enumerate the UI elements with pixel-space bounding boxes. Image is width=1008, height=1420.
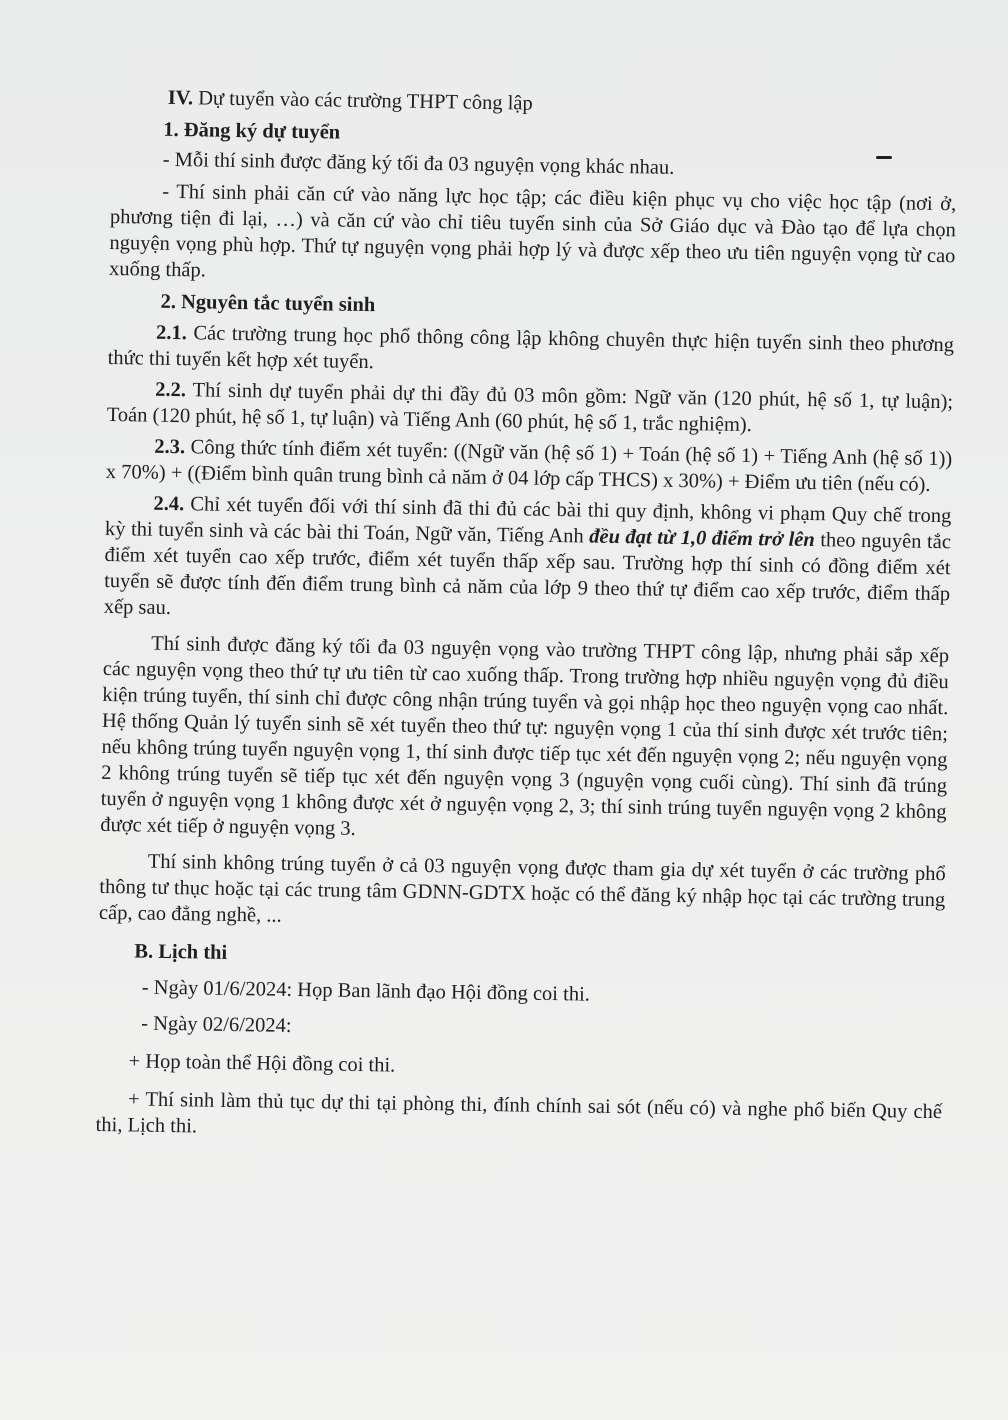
principle-2-4-emphasis: đều đạt từ 1,0 điểm trở lên xyxy=(589,525,815,552)
principles-heading: 2. Nguyên tắc tuyển sinh xyxy=(160,290,376,317)
principle-2-3-number: 2.3. xyxy=(154,435,186,459)
principle-2-3-text: Công thức tính điểm xét tuyển: ((Ngữ văn (hệ số 1) + Toán (hệ số 1) + Tiếng Anh (hệ số 1)) x 70%) + ((Điểm bình quân trung bình cả năm ở 04 lớp cấp THCS) x 30%) + Điểm ưu tiên (nếu có). xyxy=(105,436,953,496)
principle-2-4-text-b: theo nguyên tắc điểm xét tuyển cao xếp trước, điểm xét tuyển thấp xếp sau. Trường hợp thí sinh có đồng điểm xét tuyển sẽ được tính đến điểm trung bình cả năm của lớp 9 theo thứ tự điểm cao xếp trước, điểm thấp xếp sau. xyxy=(103,529,952,619)
principle-2-2-text: Thí sinh dự tuyển phải dự thi đầy đủ 03 môn gồm: Ngữ văn (120 phút, hệ số 1, tự luận); Toán (120 phút, hệ số 1, tự luận) và Tiếng Anh (60 phút, hệ số 1, trắc nghiệm). xyxy=(106,379,954,437)
principle-2-4-text-a: Chỉ xét tuyển đối với thí sinh đã thi đủ các bài thi quy định, không vi phạm Quy chế trong kỳ thi tuyển sinh và các bài thi Toán, Ngữ văn, Tiếng Anh xyxy=(104,493,952,548)
schedule-day-2-item-2: + Thí sinh làm thủ tục dự thi tại phòng thi, đính chính sai sót (nếu có) và nghe phổ biến Quy chế thi, Lịch thi. xyxy=(95,1088,943,1138)
schedule-day-2-item-1: + Họp toàn thể Hội đồng coi thi. xyxy=(128,1050,396,1077)
section-iv-title: Dự tuyển vào các trường THPT công lập xyxy=(198,87,533,115)
not-admitted-paragraph: Thí sinh không trúng tuyển ở cả 03 nguyện vọng được tham gia dự xét tuyển ở các trường phổ thông tư thục hoặc tại các trung tâm GDNN-GDTX hoặc có thể đăng ký nhập học tại các trường trung cấp, cao đẳng nghề, ... xyxy=(98,850,946,927)
principle-2-2-number: 2.2. xyxy=(155,378,187,402)
registration-heading: 1. Đăng ký dự tuyển xyxy=(163,118,341,144)
aspiration-paragraph: Thí sinh được đăng ký tối đa 03 nguyện vọng vào trường THPT công lập, nhưng phải sắp xếp các nguyện vọng theo thứ tự ưu tiên từ cao xuống thấp. Trong trường hợp nhiều nguyện vọng đủ điều kiện trúng tuyển, thí sinh chỉ được công nhận trúng tuyển và gọi nhập học theo nguyện vọng cao nhất. Hệ thống Quản lý tuyển sinh sẽ xét tuyển theo thứ tự: nguyện vọng 1 của thí sinh được xét trước tiên; nếu không trúng tuyển nguyện vọng 1, thí sinh được tiếp tục xét đến nguyện vọng 2; nếu nguyện vọng 2 không trúng tuyển sẽ tiếp tục xét đến nguyện vọng 3 (nguyện vọng cuối cùng). Thí sinh đã trúng tuyển ở nguyện vọng 1 không được xét ở nguyện vọng 2, 3; thí sinh trúng tuyển nguyện vọng 2 không được xét tiếp ở nguyện vọng 3. xyxy=(100,632,950,840)
principle-2-2 xyxy=(107,376,954,441)
registration-line-2: - Thí sinh phải căn cứ vào năng lực học tập; các điều kiện phục vụ cho việc học tập (nơi ở, phương tiện đi lại, …) và căn cứ vào chỉ tiêu tuyển sinh của Sở Giáo dục và Đào tạo để lựa chọn nguyện vọng phù hợp. Thứ tự nguyện vọng phải hợp lý và được xếp theo ưu tiên nguyện vọng từ cao xuống thấp. xyxy=(108,180,957,282)
principle-2-1-number: 2.1. xyxy=(155,321,188,345)
schedule-day-1: - Ngày 01/6/2024: Họp Ban lãnh đạo Hội đồng coi thi. xyxy=(141,976,591,1006)
section-iv-heading xyxy=(168,85,958,123)
principle-2-4 xyxy=(104,490,952,633)
principle-2-1-text: Các trường trung học phổ thông công lập không chuyên thực hiện tuyển sinh theo phương thức thi tuyển kết hợp xét tuyển. xyxy=(107,322,955,374)
document-body xyxy=(95,84,957,1151)
principle-2-3 xyxy=(106,433,953,498)
principle-2-1 xyxy=(107,319,954,384)
schedule-heading: B. Lịch thi xyxy=(134,940,228,964)
registration-line-1: - Mỗi thí sinh được đăng ký tối đa 03 nguyện vọng khác nhau. xyxy=(162,148,675,179)
section-iv-number: IV. xyxy=(167,86,194,110)
principle-2-4-number: 2.4. xyxy=(153,492,185,516)
schedule-day-2: - Ngày 02/6/2024: xyxy=(141,1012,292,1037)
